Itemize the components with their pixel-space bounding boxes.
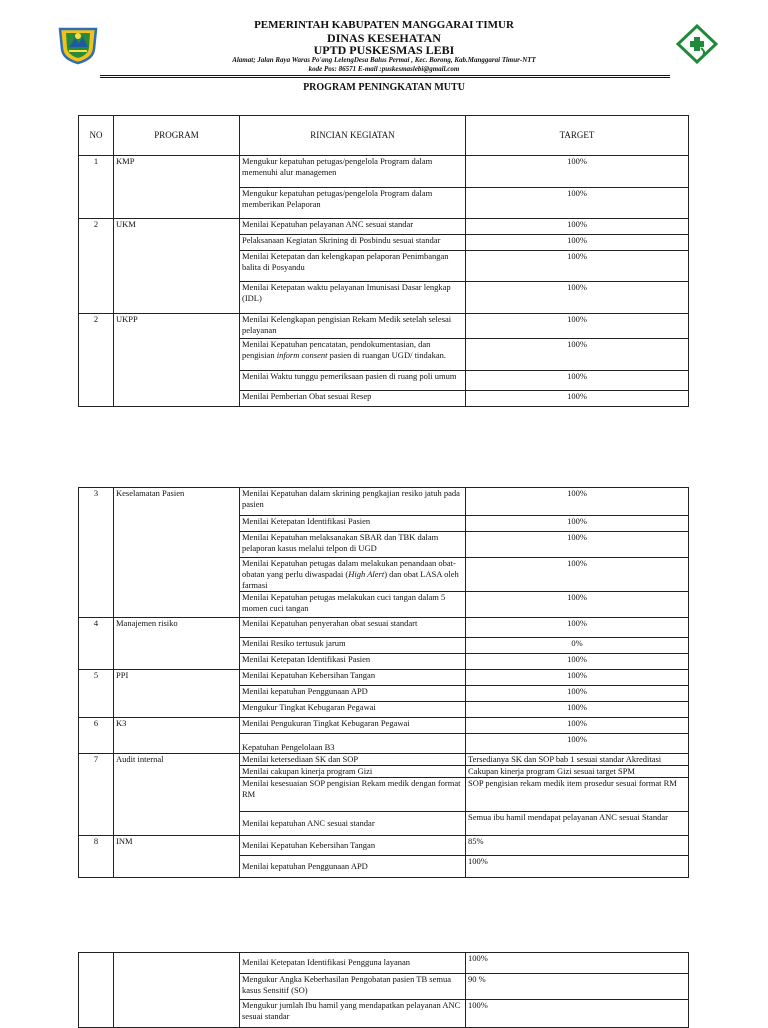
target-cell: 100%	[466, 282, 689, 314]
activity-cell: Menilai kepatuhan Penggunaan APD	[240, 856, 466, 878]
target-cell: 100%	[466, 314, 689, 339]
activity-cell: Menilai Ketepatan Identifikasi Pasien	[240, 516, 466, 532]
program-name	[114, 953, 240, 1028]
target-cell: SOP pengisian rekam medik item prosedur sesuai format RM	[466, 778, 689, 812]
target-cell: 100%	[466, 235, 689, 251]
target-cell: 100%	[466, 1000, 689, 1028]
activity-cell: Menilai Kepatuhan petugas melakukan cuci tangan dalam 5 momen cuci tangan	[240, 592, 466, 618]
activity-cell: Menilai Ketepatan dan kelengkapan pelaporan Penimbangan balita di Posyandu	[240, 251, 466, 282]
target-cell: 100%	[466, 219, 689, 235]
activity-cell: Mengukur jumlah Ibu hamil yang mendapatkan pelayanan ANC sesuai standar	[240, 1000, 466, 1028]
target-cell: Semua ibu hamil mendapat pelayanan ANC sesuai Standar	[466, 812, 689, 836]
target-cell: 100%	[466, 371, 689, 391]
column-header-program: PROGRAM	[114, 116, 240, 156]
activity-cell: Menilai Kelengkapan pengisian Rekam Medik setelah selesai pelayanan	[240, 314, 466, 339]
activity-cell: Menilai Kepatuhan pelayanan ANC sesuai standar	[240, 219, 466, 235]
target-cell: 100%	[466, 532, 689, 558]
target-cell: 100%	[466, 516, 689, 532]
target-cell: 100%	[466, 856, 689, 878]
table-row	[79, 953, 689, 974]
program-number	[79, 953, 114, 1028]
program-number: 8	[79, 836, 114, 878]
program-number: 1	[79, 156, 114, 219]
table-header-row	[79, 116, 689, 156]
target-cell: 100%	[466, 702, 689, 718]
activity-cell: Menilai Kepatuhan melaksanakan SBAR dan TBK dalam pelaporan kasus melalui telpon di UGD	[240, 532, 466, 558]
activity-text: ) dan obat LASA oleh farmasi	[242, 569, 459, 591]
activity-cell: Menilai Kepatuhan Kebersihan Tangan	[240, 836, 466, 856]
column-header-target: TARGET	[466, 116, 689, 156]
activity-cell: Pelaksanaan Kegiatan Skrining di Posbindu sesuai standar	[240, 235, 466, 251]
table-row	[79, 618, 689, 638]
activity-cell: Mengukur Tingkat Kebugaran Pegawai	[240, 702, 466, 718]
header-postal-email: kode Pos: 86571 E-mail :puskesmaslebi@gmail.com	[308, 65, 460, 73]
program-table-2	[78, 487, 689, 878]
activity-cell: Mengukur kepatuhan petugas/pengelola Program dalam memenuhi alur managemen	[240, 156, 466, 188]
table-row	[79, 488, 689, 516]
program-number: 3	[79, 488, 114, 618]
target-cell: 100%	[466, 558, 689, 592]
activity-cell: Menilai Resiko tertusuk jarum	[240, 638, 466, 654]
header-line-agency: DINAS KESEHATAN	[327, 31, 441, 45]
program-table-3	[78, 952, 689, 1028]
target-cell: 100%	[466, 618, 689, 638]
activity-cell: Menilai kepatuhan ANC sesuai standar	[240, 812, 466, 836]
target-cell: 100%	[466, 686, 689, 702]
program-name: Manajemen risiko	[114, 618, 240, 670]
program-number: 7	[79, 754, 114, 836]
activity-cell: Menilai Kepatuhan dalam skrining pengkajian resiko jatuh pada pasien	[240, 488, 466, 516]
program-number: 6	[79, 718, 114, 754]
target-cell: 100%	[466, 734, 689, 754]
activity-cell: Menilai Pengukuran Tingkat Kebugaran Pegawai	[240, 718, 466, 734]
target-cell: 0%	[466, 638, 689, 654]
target-cell: 100%	[466, 391, 689, 407]
activity-cell: Mengukur Angka Keberhasilan Pengobatan pasien TB semua kasus Sensitif (SO)	[240, 974, 466, 1000]
target-cell: 100%	[466, 670, 689, 686]
header-divider-thin	[100, 77, 670, 78]
program-name: UKM	[114, 219, 240, 314]
activity-text: pasien di ruangan UGD/ tindakan.	[327, 350, 446, 361]
activity-text: Menilai Kepatuhan petugas dalam melakukan penandaan obat-obatan yang perlu diwaspadai (	[242, 558, 456, 580]
target-cell: 100%	[466, 251, 689, 282]
column-header-no: NO	[79, 116, 114, 156]
activity-term: High Alert	[348, 569, 385, 580]
target-cell: 100%	[466, 592, 689, 618]
activity-cell: Menilai cakupan kinerja program Gizi	[240, 766, 466, 778]
table-row	[79, 314, 689, 339]
activity-cell: Menilai kesesuaian SOP pengisian Rekam medik dengan format RM	[240, 778, 466, 812]
table-row	[79, 718, 689, 734]
activity-cell: Menilai Ketepatan Identifikasi Pengguna layanan	[240, 953, 466, 974]
target-cell: 100%	[466, 953, 689, 974]
header-line-government: PEMERINTAH KABUPATEN MANGGARAI TIMUR	[254, 19, 514, 31]
program-number: 4	[79, 618, 114, 670]
program-name: Audit internal	[114, 754, 240, 836]
activity-cell: Menilai Waktu tunggu pemeriksaan pasien di ruang poli umum	[240, 371, 466, 391]
target-cell: Cakupan kinerja program Gizi sesuai target SPM	[466, 766, 689, 778]
activity-cell	[240, 339, 466, 371]
header-line-unit: UPTD PUSKESMAS LEBI	[313, 43, 455, 57]
activity-cell: Menilai ketersediaan SK dan SOP	[240, 754, 466, 766]
program-number: 2	[79, 219, 114, 314]
table-row	[79, 754, 689, 766]
activity-cell: Menilai Kepatuhan penyerahan obat sesuai standart	[240, 618, 466, 638]
program-name: INM	[114, 836, 240, 878]
program-name: PPI	[114, 670, 240, 718]
activity-cell: Menilai Pemberian Obat sesuai Resep	[240, 391, 466, 407]
target-cell: Tersedianya SK dan SOP bab 1 sesuai standar Akreditasi	[466, 754, 689, 766]
activity-cell: Menilai Ketepatan Identifikasi Pasien	[240, 654, 466, 670]
program-name: K3	[114, 718, 240, 754]
header-address: Alamat; Jalan Raya Waras Po'ang LelengDesa Balus Permai , Kec. Borong, Kab.Manggarai Timur-NTT	[232, 56, 536, 64]
table-row	[79, 670, 689, 686]
program-name: UKPP	[114, 314, 240, 407]
program-number: 5	[79, 670, 114, 718]
target-cell: 100%	[466, 488, 689, 516]
table-row	[79, 219, 689, 235]
program-name: Keselamatan Pasien	[114, 488, 240, 618]
table-row	[79, 836, 689, 856]
target-cell: 90 %	[466, 974, 689, 1000]
column-header-rincian: RINCIAN KEGIATAN	[240, 116, 466, 156]
target-cell: 100%	[466, 718, 689, 734]
activity-cell: Menilai kepatuhan Penggunaan APD	[240, 686, 466, 702]
target-cell: 100%	[466, 339, 689, 371]
target-cell: 100%	[466, 188, 689, 219]
activity-cell: Kepatuhan Pengelolaan B3	[240, 734, 466, 754]
activity-text: Menilai Kepatuhan pencatatan, pendokumentasian, dan pengisian	[242, 339, 431, 361]
target-cell: 100%	[466, 654, 689, 670]
activity-cell	[240, 558, 466, 592]
letterhead	[0, 0, 768, 80]
target-cell: 100%	[466, 156, 689, 188]
header-divider	[100, 75, 670, 76]
table-row	[79, 156, 689, 188]
activity-cell: Mengukur kepatuhan petugas/pengelola Program dalam memberikan Pelaporan	[240, 188, 466, 219]
activity-term: inform consent	[276, 350, 328, 361]
activity-cell: Menilai Kepatuhan Kebersihan Tangan	[240, 670, 466, 686]
program-number: 2	[79, 314, 114, 407]
program-name: KMP	[114, 156, 240, 219]
program-table-1	[78, 115, 689, 407]
document-title: PROGRAM PENINGKATAN MUTU	[303, 82, 465, 93]
health-cross-icon	[676, 24, 718, 64]
activity-cell: Menilai Ketepatan waktu pelayanan Imunisasi Dasar lengkap (IDL)	[240, 282, 466, 314]
target-cell: 85%	[466, 836, 689, 856]
